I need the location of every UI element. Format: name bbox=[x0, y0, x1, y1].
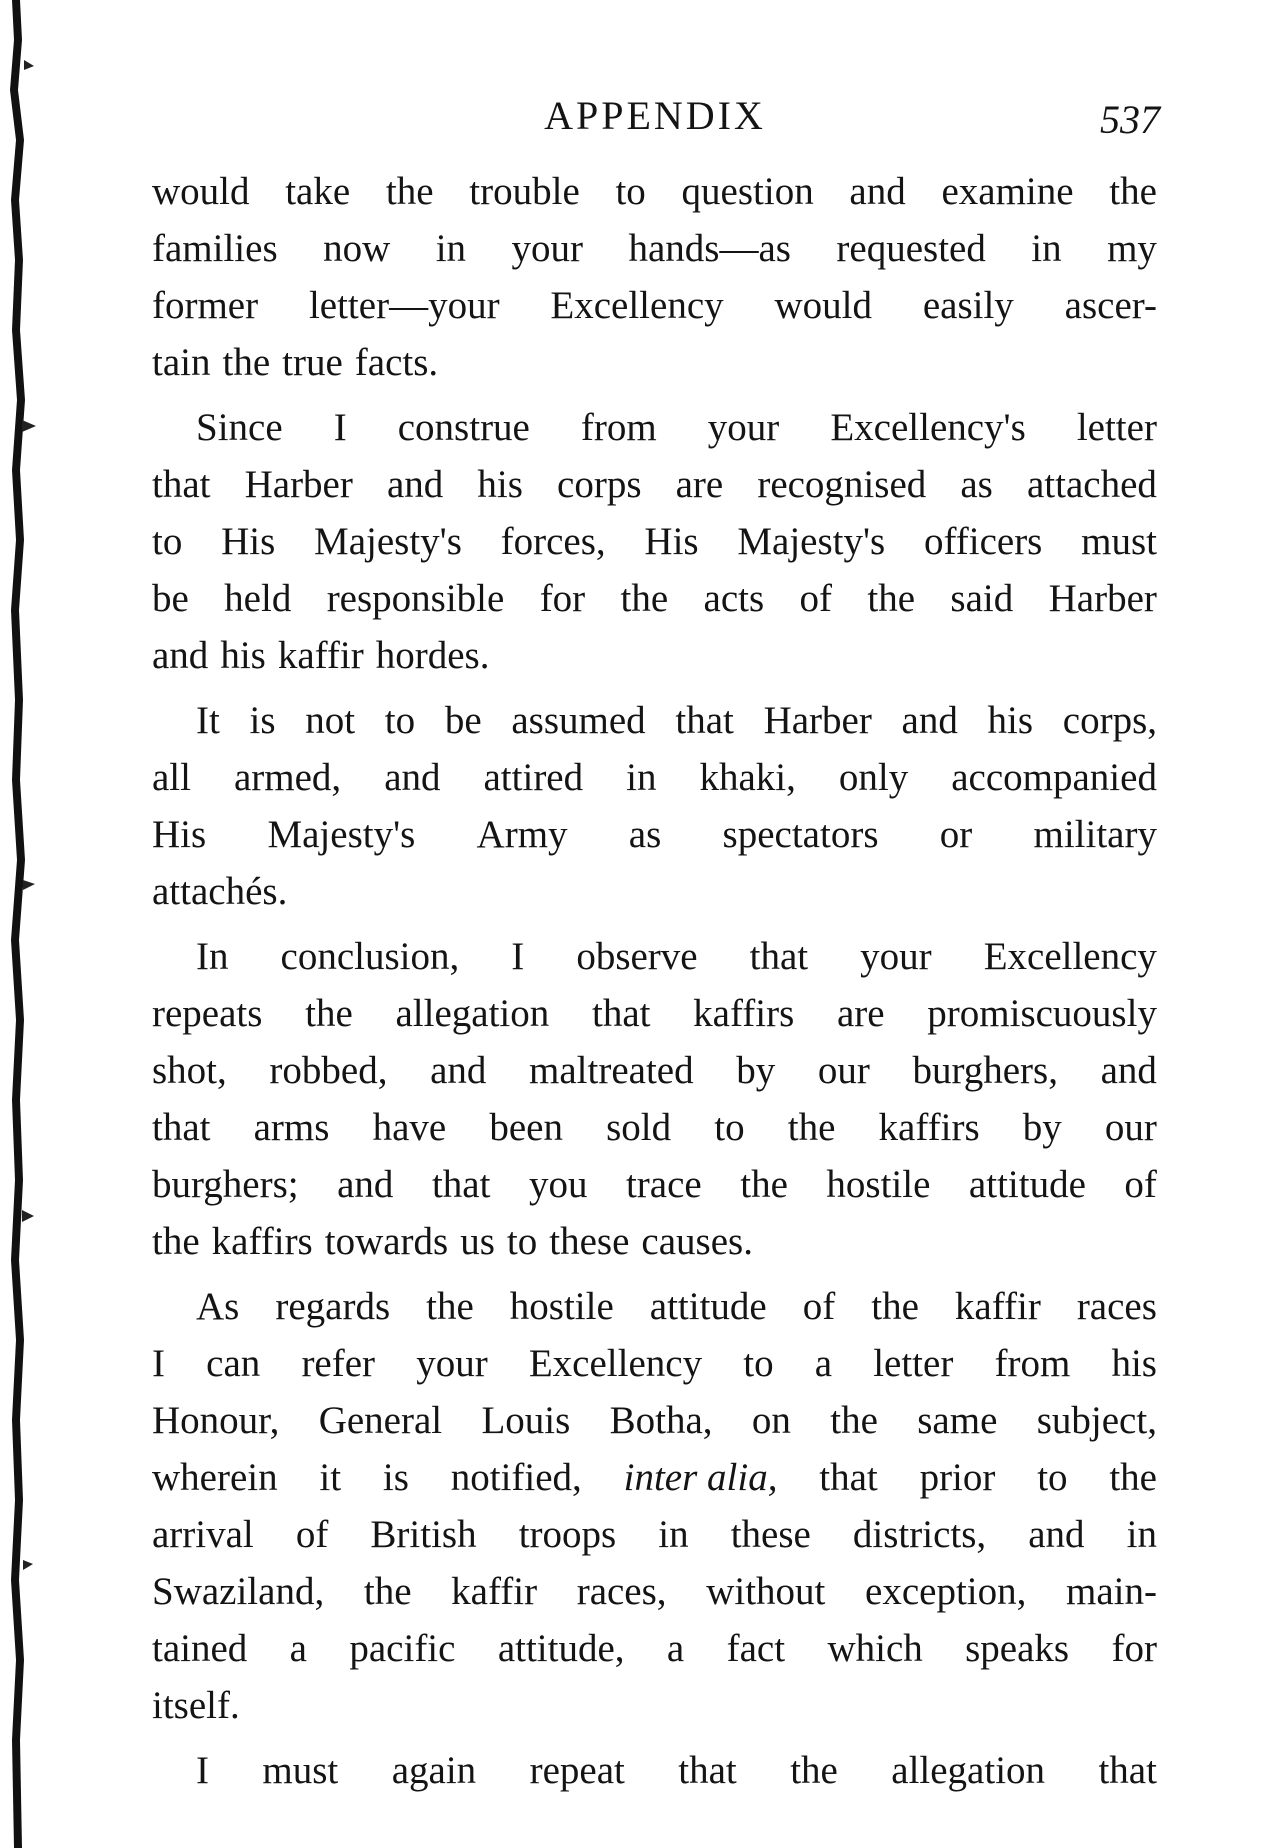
text-line: As regards the hostile attitude of the kaffir races bbox=[196, 1285, 1157, 1328]
text-line: the kaffirs towards us to these causes. bbox=[152, 1220, 753, 1263]
text-line: Swaziland, the kaffir races, without exception, main- bbox=[152, 1570, 1157, 1613]
text-line: attachés. bbox=[152, 870, 288, 913]
text-line: tain the true facts. bbox=[152, 341, 439, 384]
text-line: I can refer your Excellency to a letter from his bbox=[152, 1342, 1157, 1385]
text-line: families now in your hands—as requested in my bbox=[152, 227, 1157, 270]
body-text bbox=[152, 163, 1157, 1807]
paragraph bbox=[152, 928, 1157, 1270]
text-line: Since I construe from your Excellency's letter bbox=[196, 406, 1157, 449]
text-line: shot, robbed, and maltreated by our burghers, and bbox=[152, 1049, 1157, 1092]
text-line: wherein it is notified, inter alia, that prior to the bbox=[152, 1456, 1157, 1499]
torn-binding-edge bbox=[0, 0, 40, 1848]
paragraph bbox=[152, 692, 1157, 920]
paragraph bbox=[152, 399, 1157, 684]
text-line: I must again repeat that the allegation that bbox=[196, 1749, 1157, 1792]
text-line: itself. bbox=[152, 1684, 240, 1727]
running-head: APPENDIX bbox=[544, 93, 766, 138]
text-line: would take the trouble to question and examine the bbox=[152, 170, 1157, 213]
page-number: 537 bbox=[1100, 97, 1160, 142]
text-line: arrival of British troops in these districts, and in bbox=[152, 1513, 1157, 1556]
text-line: be held responsible for the acts of the said Harber bbox=[152, 577, 1157, 620]
text-line: former letter—your Excellency would easily ascer- bbox=[152, 284, 1157, 327]
text-line: all armed, and attired in khaki, only accompanied bbox=[152, 756, 1157, 799]
text-line: to His Majesty's forces, His Majesty's officers must bbox=[152, 520, 1157, 563]
text-line: burghers; and that you trace the hostile attitude of bbox=[152, 1163, 1157, 1206]
text-line: and his kaffir hordes. bbox=[152, 634, 490, 677]
text-line: tained a pacific attitude, a fact which speaks for bbox=[152, 1627, 1157, 1670]
text-line: It is not to be assumed that Harber and his corps, bbox=[196, 699, 1157, 742]
text-line: Honour, General Louis Botha, on the same subject, bbox=[152, 1399, 1157, 1442]
text-line: In conclusion, I observe that your Excellency bbox=[196, 935, 1157, 978]
text-line: that Harber and his corps are recognised as attached bbox=[152, 463, 1157, 506]
paragraph bbox=[152, 1742, 1157, 1799]
page-header bbox=[150, 92, 1160, 142]
paragraph bbox=[152, 163, 1157, 391]
text-line: that arms have been sold to the kaffirs by our bbox=[152, 1106, 1157, 1149]
text-line: repeats the allegation that kaffirs are promiscuously bbox=[152, 992, 1157, 1035]
paragraph bbox=[152, 1278, 1157, 1734]
text-line: His Majesty's Army as spectators or military bbox=[152, 813, 1157, 856]
